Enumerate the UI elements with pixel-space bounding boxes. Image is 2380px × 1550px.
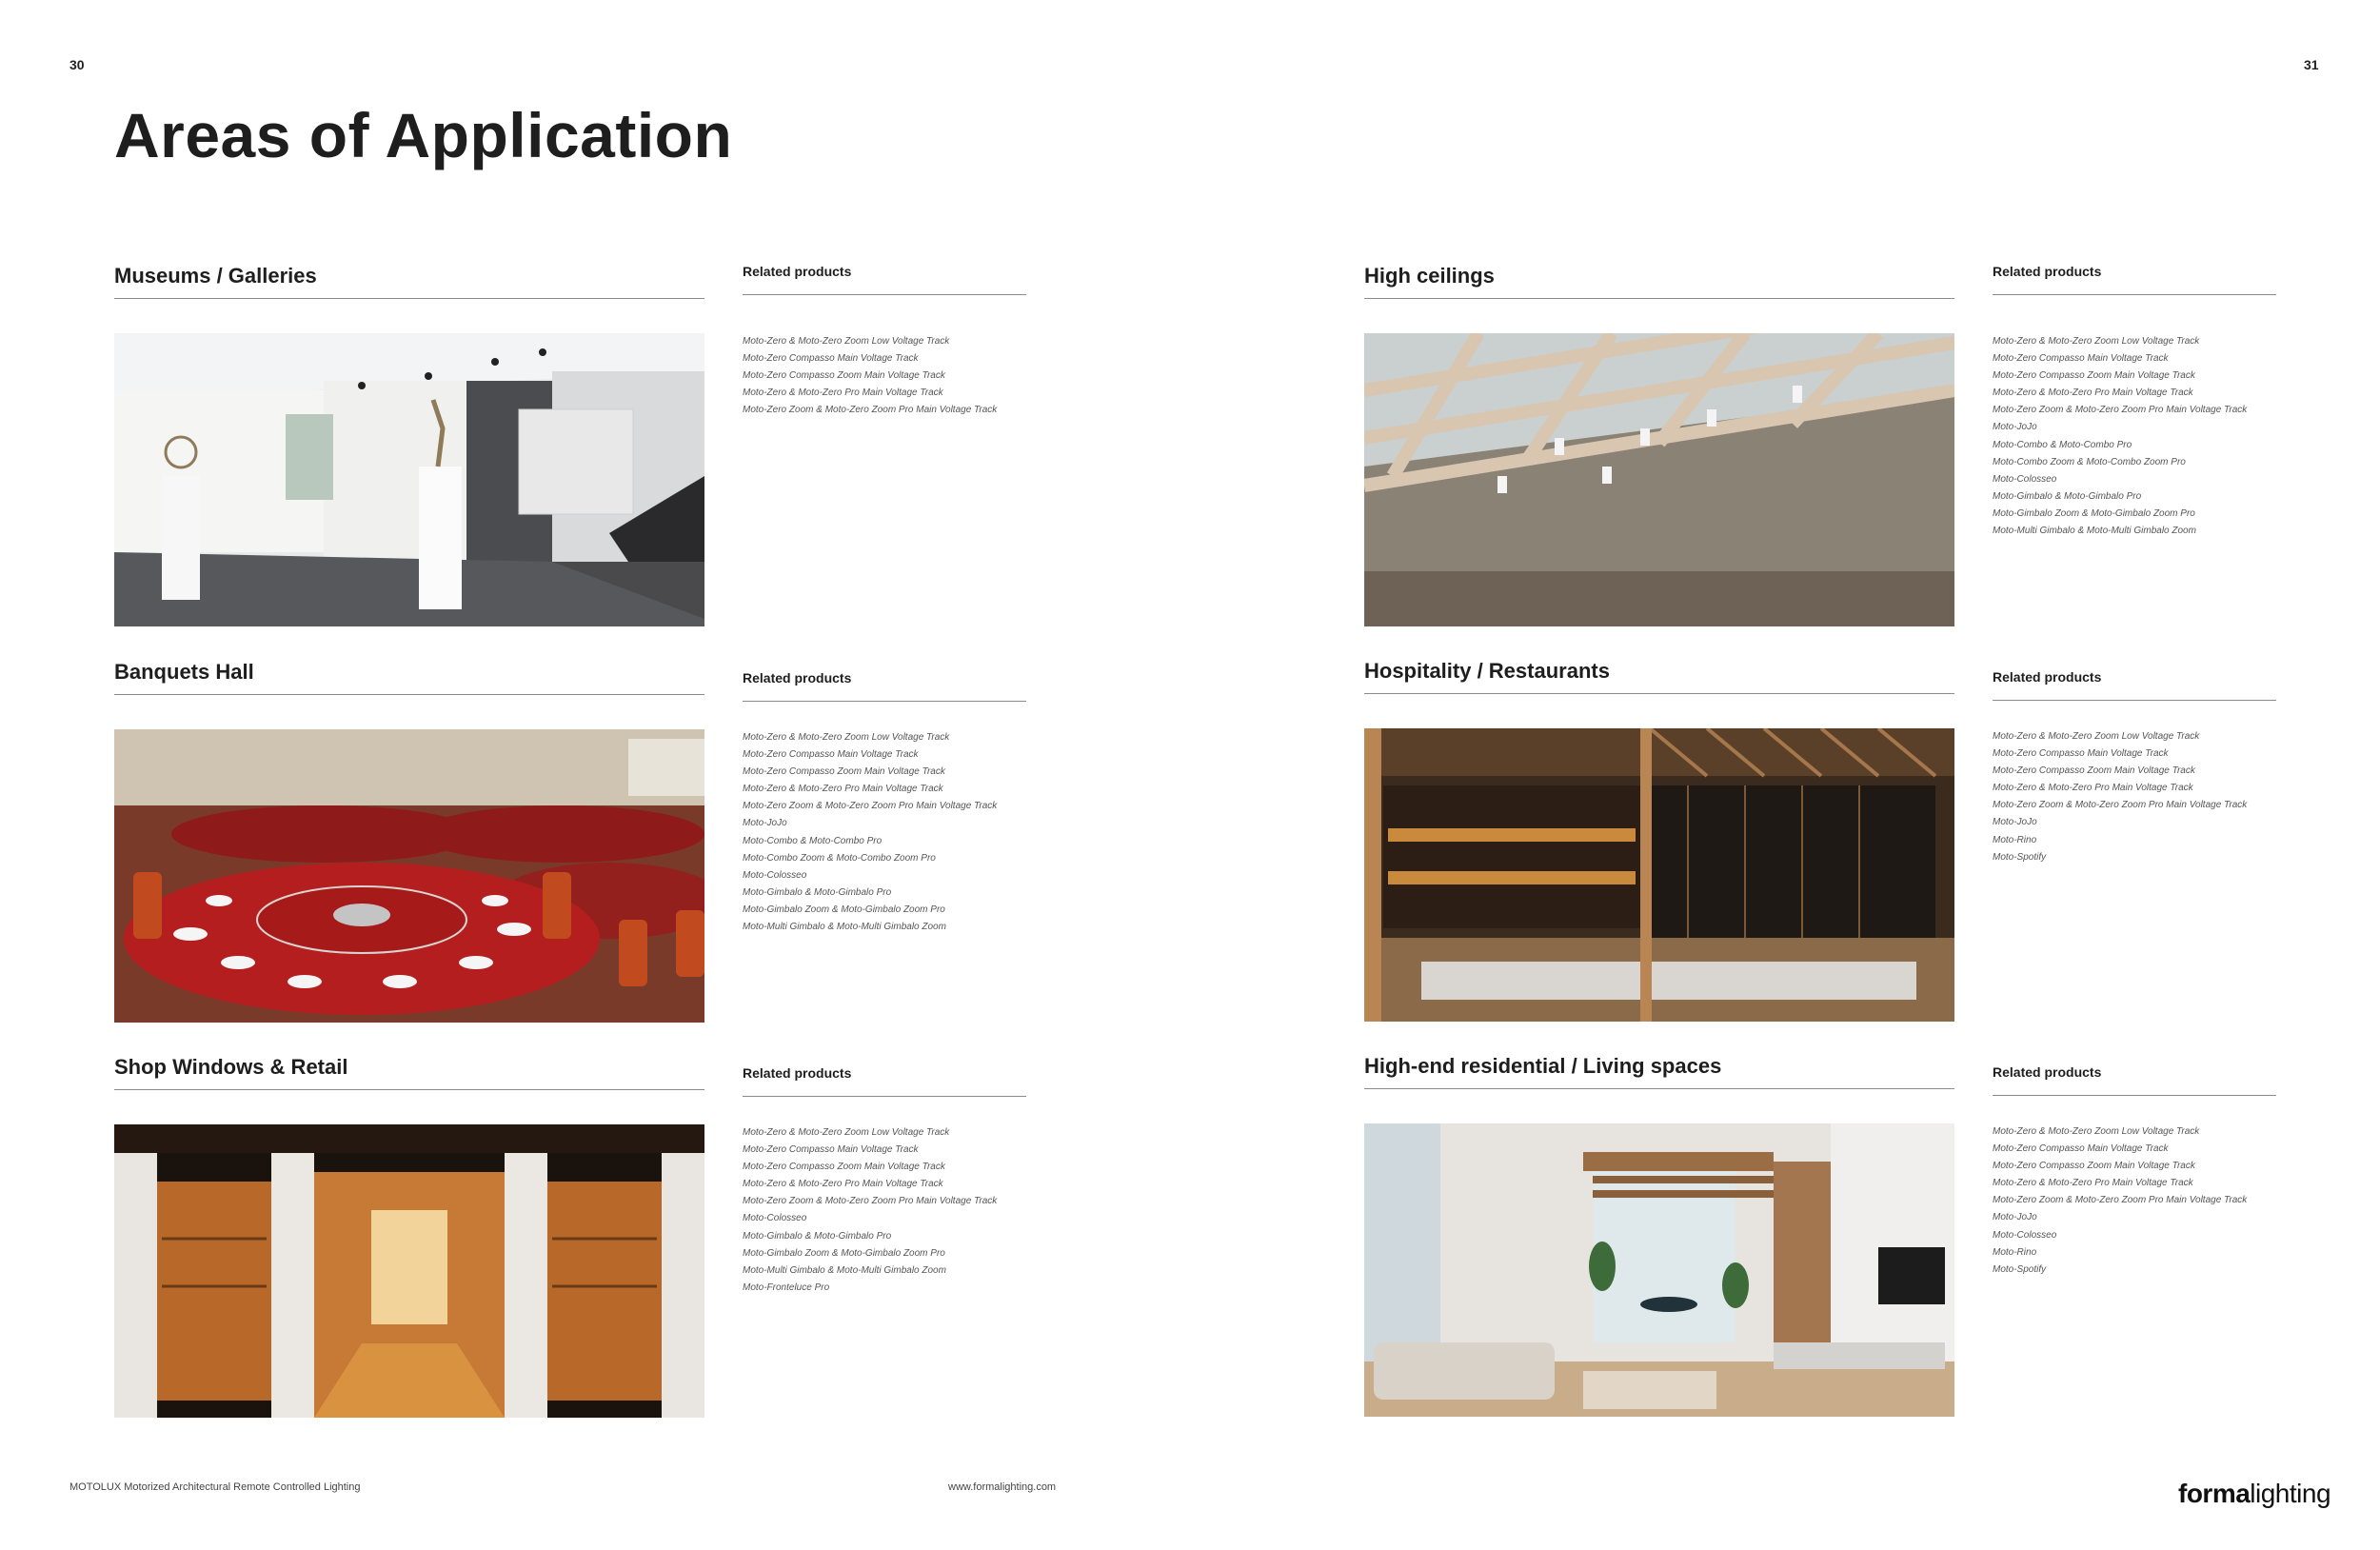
list-item: Moto-Gimbalo & Moto-Gimbalo Pro: [743, 886, 892, 898]
list-item: Moto-Zero Zoom & Moto-Zero Zoom Pro Main Voltage Track: [743, 801, 998, 812]
list-item: Moto-JoJo: [1993, 1212, 2037, 1223]
list-item: Moto-Zero & Moto-Zero Zoom Low Voltage Track: [1993, 1126, 2200, 1137]
page-title: Areas of Application: [114, 100, 733, 170]
list-item: Moto-Zero Compasso Zoom Main Voltage Track: [743, 766, 945, 778]
logo-light-text: lighting: [2250, 1479, 2331, 1508]
related-products-label: Related products: [743, 670, 852, 686]
photo-residential-living: [1364, 1123, 1954, 1417]
product-list-high-ceilings: [1993, 333, 2297, 540]
list-item: Moto-Zero & Moto-Zero Pro Main Voltage Track: [743, 784, 943, 795]
list-item: Moto-Zero Compasso Main Voltage Track: [743, 749, 919, 761]
list-item: Moto-Combo & Moto-Combo Pro: [743, 835, 883, 846]
product-list-hospitality: [1993, 728, 2297, 866]
related-products-header: [743, 670, 1026, 702]
photo-museum-gallery: [114, 333, 704, 626]
section-title-shop-windows: Shop Windows & Retail: [114, 1055, 704, 1090]
list-item: Moto-Zero Compasso Main Voltage Track: [1993, 353, 2169, 365]
list-item: Moto-Zero & Moto-Zero Pro Main Voltage Track: [1993, 388, 2193, 399]
list-item: Moto-Rino: [1993, 834, 2037, 845]
related-products-label: Related products: [1993, 264, 2102, 279]
list-item: Moto-Zero Zoom & Moto-Zero Zoom Pro Main Voltage Track: [1993, 405, 2248, 416]
list-item: Moto-Zero & Moto-Zero Zoom Low Voltage Track: [743, 732, 950, 743]
list-item: Moto-JoJo: [743, 818, 787, 829]
list-item: Moto-Zero & Moto-Zero Pro Main Voltage Track: [1993, 1178, 2193, 1189]
logo-bold-text: forma: [2178, 1479, 2251, 1508]
list-item: Moto-Gimbalo Zoom & Moto-Gimbalo Zoom Pro: [743, 1247, 945, 1259]
list-item: Moto-Zero & Moto-Zero Zoom Low Voltage Track: [1993, 336, 2200, 347]
photo-high-ceilings: [1364, 333, 1954, 626]
related-products-header: [743, 1065, 1026, 1097]
list-item: Moto-Spotify: [1993, 1263, 2047, 1275]
list-item: Moto-Zero & Moto-Zero Zoom Low Voltage Track: [1993, 731, 2200, 742]
list-item: Moto-Zero & Moto-Zero Pro Main Voltage Track: [743, 1179, 943, 1190]
list-item: Moto-Combo Zoom & Moto-Combo Zoom Pro: [743, 852, 936, 864]
list-item: Moto-Zero & Moto-Zero Zoom Low Voltage Track: [743, 1127, 950, 1138]
list-item: Moto-Zero Zoom & Moto-Zero Zoom Pro Main Voltage Track: [743, 1196, 998, 1207]
list-item: Moto-Zero Zoom & Moto-Zero Zoom Pro Main Voltage Track: [1993, 1195, 2248, 1206]
photo-hospitality-restaurants: [1364, 728, 1954, 1022]
brand-logo: [2178, 1479, 2330, 1509]
list-item: Moto-Colosseo: [1993, 1229, 2057, 1241]
related-products-label: Related products: [1993, 1064, 2102, 1080]
list-item: Moto-Zero Compasso Zoom Main Voltage Track: [1993, 765, 2195, 777]
list-item: Moto-Zero Compasso Main Voltage Track: [1993, 1143, 2169, 1155]
product-list-banquets: [743, 729, 1047, 936]
list-item: Moto-Zero Compasso Main Voltage Track: [1993, 748, 2169, 760]
list-item: Moto-Combo & Moto-Combo Pro: [1993, 439, 2132, 450]
list-item: Moto-Gimbalo Zoom & Moto-Gimbalo Zoom Pro: [1993, 507, 2195, 519]
list-item: Moto-JoJo: [1993, 422, 2037, 433]
list-item: Moto-Zero & Moto-Zero Pro Main Voltage Track: [1993, 783, 2193, 794]
list-item: Moto-Gimbalo Zoom & Moto-Gimbalo Zoom Pro: [743, 904, 945, 915]
list-item: Moto-Colosseo: [1993, 473, 2057, 485]
related-products-header: [1993, 264, 2276, 295]
section-title-hospitality: Hospitality / Restaurants: [1364, 659, 1954, 694]
list-item: Moto-Colosseo: [743, 1213, 807, 1224]
related-products-header: [1993, 669, 2276, 701]
product-list-shop-windows: [743, 1124, 1047, 1297]
product-list-residential: [1993, 1123, 2297, 1279]
list-item: Moto-Gimbalo & Moto-Gimbalo Pro: [1993, 490, 2142, 502]
list-item: Moto-Zero Compasso Main Voltage Track: [743, 1144, 919, 1156]
page-number-right: 31: [2304, 57, 2319, 72]
related-products-label: Related products: [1993, 669, 2102, 685]
product-list-museums: [743, 333, 1047, 419]
list-item: Moto-Zero Compasso Zoom Main Voltage Track: [743, 1162, 945, 1173]
photo-banquets-hall: [114, 729, 704, 1023]
page-number-left: 30: [69, 57, 85, 72]
footer-tagline: MOTOLUX Motorized Architectural Remote Controlled Lighting: [69, 1481, 361, 1493]
list-item: Moto-Rino: [1993, 1246, 2037, 1258]
list-item: Moto-Zero Zoom & Moto-Zero Zoom Pro Main Voltage Track: [743, 405, 998, 416]
list-item: Moto-Zero & Moto-Zero Zoom Low Voltage Track: [743, 336, 950, 347]
list-item: Moto-Multi Gimbalo & Moto-Multi Gimbalo Zoom: [743, 922, 946, 933]
list-item: Moto-Combo Zoom & Moto-Combo Zoom Pro: [1993, 456, 2186, 467]
list-item: Moto-Multi Gimbalo & Moto-Multi Gimbalo Zoom: [743, 1264, 946, 1276]
section-title-residential: High-end residential / Living spaces: [1364, 1054, 1954, 1089]
list-item: Moto-Spotify: [1993, 851, 2047, 863]
section-title-high-ceilings: High ceilings: [1364, 264, 1954, 299]
related-products-label: Related products: [743, 264, 852, 279]
list-item: Moto-Colosseo: [743, 869, 807, 881]
list-item: Moto-Gimbalo & Moto-Gimbalo Pro: [743, 1230, 892, 1242]
related-products-header: [743, 264, 1026, 295]
related-products-label: Related products: [743, 1065, 852, 1081]
list-item: Moto-Zero Compasso Zoom Main Voltage Track: [743, 370, 945, 382]
list-item: Moto-Zero Compasso Zoom Main Voltage Track: [1993, 370, 2195, 382]
photo-shop-windows-retail: [114, 1124, 704, 1418]
related-products-header: [1993, 1064, 2276, 1096]
list-item: Moto-Multi Gimbalo & Moto-Multi Gimbalo Zoom: [1993, 526, 2196, 537]
footer-website[interactable]: www.formalighting.com: [948, 1481, 1057, 1493]
section-title-banquets: Banquets Hall: [114, 660, 704, 695]
list-item: Moto-Fronteluce Pro: [743, 1282, 830, 1293]
list-item: Moto-Zero & Moto-Zero Pro Main Voltage Track: [743, 388, 943, 399]
list-item: Moto-Zero Compasso Zoom Main Voltage Track: [1993, 1161, 2195, 1172]
list-item: Moto-Zero Zoom & Moto-Zero Zoom Pro Main Voltage Track: [1993, 800, 2248, 811]
list-item: Moto-JoJo: [1993, 817, 2037, 828]
section-title-museums: Museums / Galleries: [114, 264, 704, 299]
list-item: Moto-Zero Compasso Main Voltage Track: [743, 353, 919, 365]
